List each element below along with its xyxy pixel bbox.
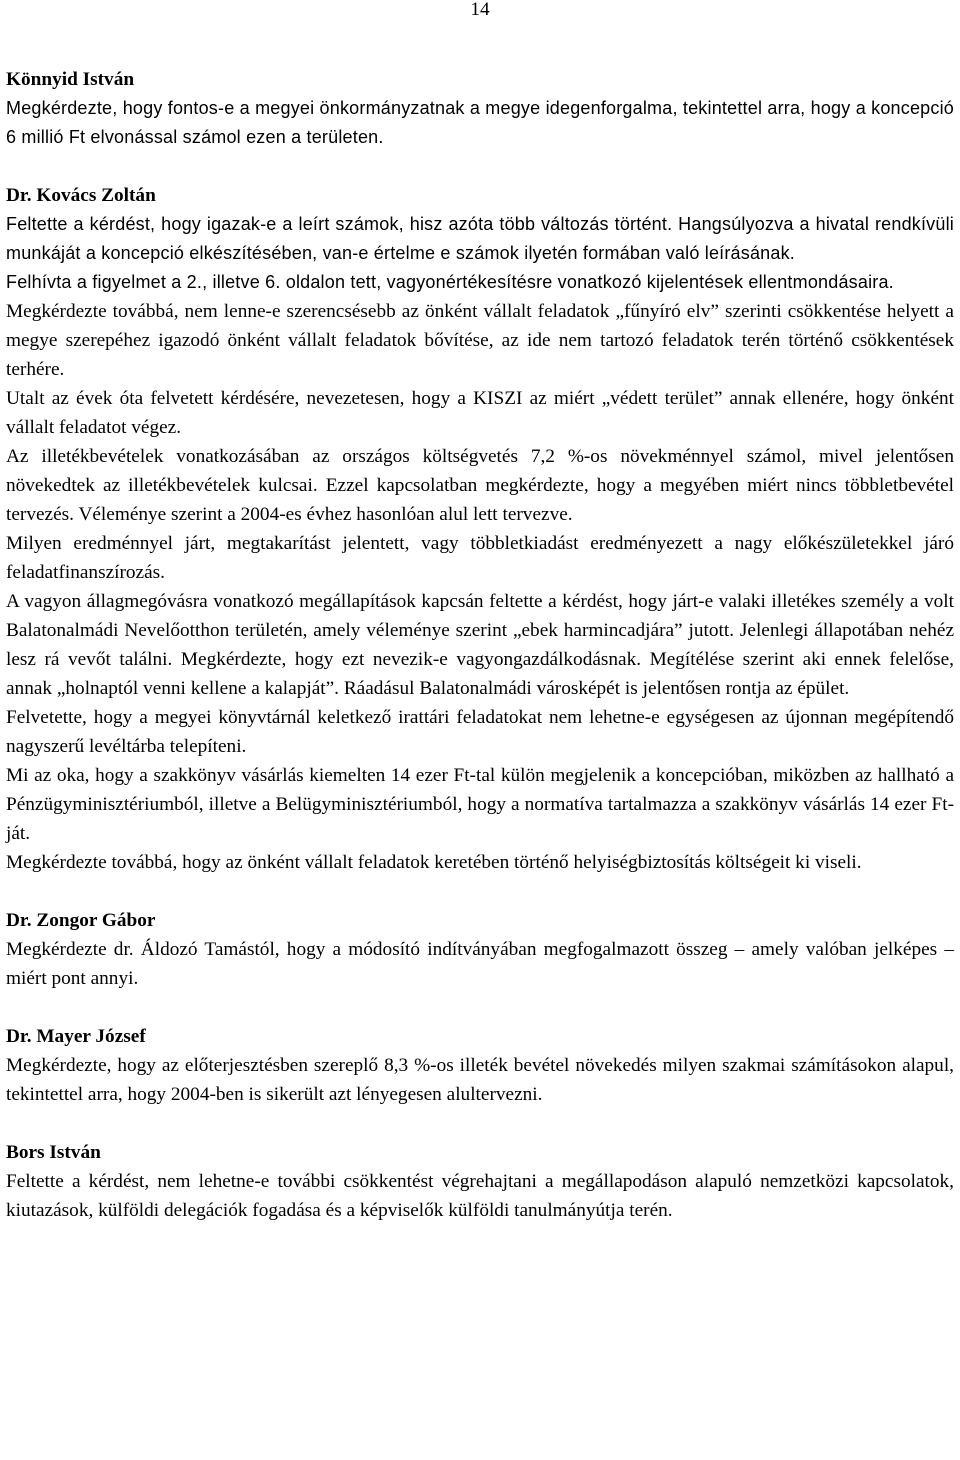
page-number: 14 — [470, 0, 490, 20]
speaker-section — [6, 65, 954, 152]
speech-paragraph: Feltette a kérdést, hogy igazak-e a leírt számok, hisz azóta több változás történt. Hangsúlyozva a hivatal rendkívüli munkáját a koncepció elkészítésében, van-e értelme e számok ilyetén formában való leírásának. — [6, 214, 954, 263]
speaker-section — [6, 1022, 954, 1109]
speech-paragraph: Milyen eredménnyel járt, megtakarítást jelentett, vagy többletkiadást eredményezett a nagy előkészületekkel járó feladatfinanszírozás. — [6, 533, 954, 583]
speech-paragraph: A vagyon állagmegóvásra vonatkozó megállapítások kapcsán feltette a kérdést, hogy járt-e valaki illetékes személy a volt Balatonalmádi Nevelőotthon területén, amely véleménye szerint „ebek harmincadjára” jutott. Jelenlegi állapotában nehéz lesz rá vevőt találni. Megkérdezte, hogy ezt nevezik-e vagyongazdálkodásnak. Megítélése szerint aki ennek felelőse, annak „holnaptól venni kellene a kalapját”. Ráadásul Balatonalmádi városképét is jelentősen rontja az épület. — [6, 591, 954, 699]
speaker-name: Dr. Kovács Zoltán — [6, 185, 156, 206]
speech-paragraph: Felhívta a figyelmet a 2., illetve 6. oldalon tett, vagyonértékesítésre vonatkozó kijelentések ellentmondásaira. — [6, 272, 894, 292]
speaker-name: Könnyid István — [6, 69, 135, 90]
speaker-section — [6, 181, 954, 877]
speech-paragraph: Az illetékbevételek vonatkozásában az országos költségvetés 7,2 %-os növekménnyel számol, mivel jelentősen növekedtek az illetékbevételek kulcsai. Ezzel kapcsolatban megkérdezte, hogy a megyében miért nincs többletbevétel tervezés. Véleménye szerint a 2004-es évhez hasonlóan alul lett tervezve. — [6, 446, 954, 525]
speech-paragraph: Megkérdezte dr. Áldozó Tamástól, hogy a módosító indítványában megfogalmazott összeg – amely valóban jelképes – miért pont annyi. — [6, 939, 954, 989]
speaker-name: Dr. Zongor Gábor — [6, 910, 156, 931]
speech-paragraph: Megkérdezte, hogy fontos-e a megyei önkormányzatnak a megye idegenforgalma, tekintettel arra, hogy a koncepció 6 millió Ft elvonással számol ezen a területen. — [6, 98, 954, 147]
speech-paragraph: Megkérdezte továbbá, hogy az önként vállalt feladatok keretében történő helyiségbiztosítás költségeit ki viseli. — [6, 852, 862, 873]
speaker-name: Bors István — [6, 1142, 101, 1163]
speech-paragraph: Felvetette, hogy a megyei könyvtárnál keletkező irattári feladatokat nem lehetne-e egységesen az újonnan megépítendő nagyszerű levéltárba telepíteni. — [6, 707, 954, 757]
speaker-section — [6, 1138, 954, 1225]
speech-paragraph: Megkérdezte továbbá, nem lenne-e szerencsésebb az önként vállalt feladatok „fűnyíró elv” szerinti csökkentése helyett a megye szerepéhez igazodó önként vállalt feladatok bővítése, az ide nem tartozó feladatok terén történő csökkentések terhére. — [6, 301, 954, 380]
speech-paragraph: Mi az oka, hogy a szakkönyv vásárlás kiemelten 14 ezer Ft-tal külön megjelenik a koncepcióban, miközben az hallható a Pénzügyminisztériumból, illetve a Belügyminisztériumból, hogy a normatíva tartalmazza a szakkönyv vásárlás 14 ezer Ft-ját. — [6, 765, 954, 844]
speaker-name: Dr. Mayer József — [6, 1026, 146, 1047]
speech-paragraph: Megkérdezte, hogy az előterjesztésben szereplő 8,3 %-os illeték bevétel növekedés milyen szakmai számításokon alapul, tekintettel arra, hogy 2004-ben is sikerült azt lényegesen alultervezni. — [6, 1055, 954, 1105]
speech-paragraph: Utalt az évek óta felvetett kérdésére, nevezetesen, hogy a KISZI az miért „védett terület” annak ellenére, hogy önként vállalt feladatot végez. — [6, 388, 954, 438]
speaker-section — [6, 906, 954, 993]
document-body — [6, 65, 954, 1254]
speech-paragraph: Feltette a kérdést, nem lehetne-e további csökkentést végrehajtani a megállapodáson alapuló nemzetközi kapcsolatok, kiutazások, külföldi delegációk fogadása és a képviselők külföldi tanulmányútja terén. — [6, 1171, 954, 1221]
